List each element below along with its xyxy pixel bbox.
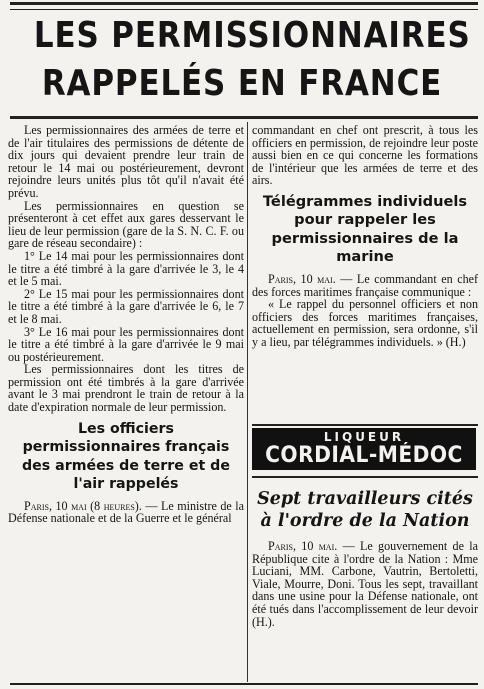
paragraph-text: — Le gouvernement de la République cite à l'ordre de la Nation : Mme Luciani, MM. Carbone, Vautrin, Bertoletti, Viale, Mourre, Doni. Tous les sept, travaillant dans une usine pour la Défense nationale, ont été tués dans l'accomplissement de leur devoir (H.). [252, 539, 478, 629]
paragraph [252, 540, 478, 628]
dateline: Paris, 10 mai (8 heures). [24, 498, 142, 513]
paragraph: 1° Le 14 mai pour les permissionnaires dont le titre a été timbré à la gare d'arrivée le 3, le 4 et le 5 mai. [8, 248, 244, 289]
headline-line-2: RAPPELÉS EN FRANCE [41, 63, 443, 104]
right-column [252, 124, 478, 349]
paragraph-text: — Le ministre de la Défense nationale et de la Guerre et le général [8, 498, 244, 526]
headline-rule [10, 116, 478, 119]
paragraph: Les permissionnaires dont les titres de permission ont été timbrés à la gare d'arrivée avant le 3 mai prendront le train de retour à la date d'expiration normale de leur permission. [8, 362, 244, 415]
paragraph [8, 500, 244, 525]
right-column-lower [252, 482, 478, 628]
left-column [8, 124, 244, 525]
ad-rule-bottom [252, 476, 478, 478]
column-divider [247, 122, 248, 682]
paragraph-text: — Le commandant en chef des forces maritimes française communique : [252, 271, 479, 299]
paragraph: 3° Le 16 mai pour les permissionnaires dont le titre a été timbré à la gare d'arrivée le 9 mai ou postérieurement. [8, 324, 244, 364]
dateline: Paris, 10 mai. [268, 539, 338, 553]
headline-line-1: LES PERMISSIONNAIRES [33, 15, 471, 56]
liqueur-advertisement [252, 428, 476, 470]
officers-subhead: Les officiers permissionnaires français des armées de terre et de l'air rappelés [22, 420, 230, 493]
marine-subhead: Télégrammes individuels pour rappeler les permissionnaires de la marine [262, 192, 468, 266]
workers-subhead: Sept travailleurs cités à l'ordre de la Nation [257, 489, 473, 531]
ad-rule-top [252, 424, 478, 426]
ad-line-2: CORDIAL-MÉDOC [265, 443, 463, 468]
paragraph: « Le rappel du personnel officiers et non officiers des forces maritimes françaises, actuellement en permission, sera ordonne, s'il y a lieu, par télégrammes individuels. » (H.) [252, 297, 478, 349]
paragraph: commandant en chef ont prescrit, à tous les officiers en permission, de rejoindre leur poste aussi bien en ce qui concerne les formations de l'intérieur que les armées de terre et des airs. [252, 123, 478, 188]
paragraph: Les permissionnaires des armées de terre et de l'air titulaires des permissions de détente de dix jours qui devaient prendre leur train de retour le 14 mai ou postérieurement, devront rejoindre leurs unités plus tôt qu'il n'avait été prévu. [8, 123, 244, 200]
ad-line-1: LIQUEUR [323, 430, 405, 444]
bottom-rule [10, 683, 478, 685]
top-rule [10, 2, 478, 10]
paragraph: 2° Le 15 mai pour les permissionnaires dont le titre a été timbré à la gare d'arrivée le 6, le 7 et le 8 mai. [8, 286, 244, 326]
dateline: Paris, 10 mai. [268, 271, 336, 286]
paragraph: Les permissionnaires en question se présenteront à cet effet aux gares desservant le lieu de leur permission (gare de la S. N. C. F. ou gare de réseau secondaire) : [8, 198, 244, 251]
paragraph [252, 273, 478, 298]
